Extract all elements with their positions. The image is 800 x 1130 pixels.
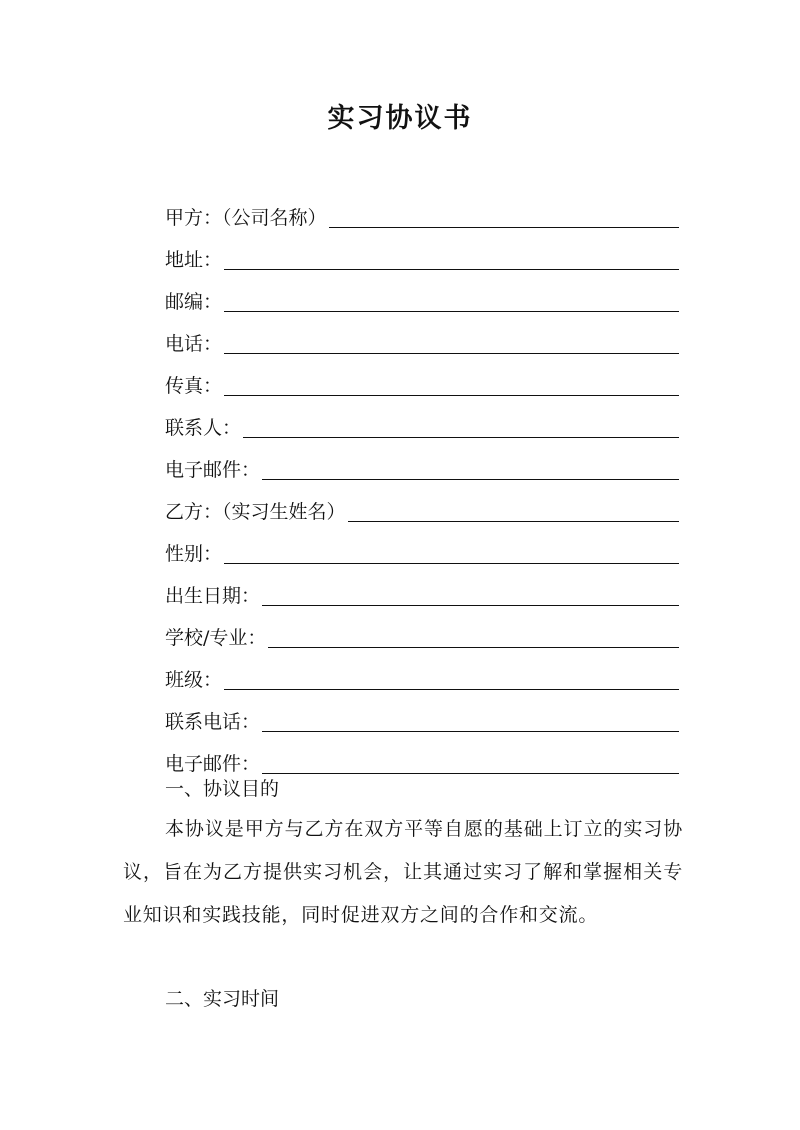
field-gender bbox=[165, 524, 679, 566]
field-label: 电子邮件： bbox=[165, 459, 261, 481]
fill-in-line bbox=[329, 227, 679, 228]
form-fields bbox=[165, 188, 679, 776]
field-label: 班级： bbox=[165, 669, 223, 691]
fill-in-line bbox=[224, 269, 679, 270]
document-title: 实习协议书 bbox=[327, 103, 473, 134]
section-internship-period bbox=[123, 984, 683, 1014]
section-heading: 一、协议目的 bbox=[165, 778, 280, 800]
fill-in-line bbox=[262, 605, 679, 606]
field-class bbox=[165, 650, 679, 692]
field-postcode bbox=[165, 272, 679, 314]
fill-in-line bbox=[268, 647, 679, 648]
field-label: 传真： bbox=[165, 375, 223, 397]
field-label: 地址： bbox=[165, 249, 223, 271]
field-email-a bbox=[165, 440, 679, 482]
field-label: 乙方：（实习生姓名） bbox=[165, 501, 346, 523]
fill-in-line bbox=[243, 437, 679, 438]
fill-in-line bbox=[348, 521, 679, 522]
field-label: 学校/专业： bbox=[165, 627, 267, 649]
field-label: 出生日期： bbox=[165, 585, 261, 607]
field-contact-phone bbox=[165, 692, 679, 734]
field-label: 邮编： bbox=[165, 291, 223, 313]
field-label: 电子邮件： bbox=[165, 753, 261, 775]
field-school-major bbox=[165, 608, 679, 650]
fill-in-line bbox=[224, 689, 679, 690]
field-label: 性别： bbox=[165, 543, 223, 565]
fill-in-line bbox=[224, 395, 679, 396]
section-heading: 二、实习时间 bbox=[165, 988, 280, 1010]
section-paragraph: 本协议是甲方与乙方在双方平等自愿的基础上订立的实习协议，旨在为乙方提供实习机会，让其通过实习了解和掌握相关专业知识和实践技能，同时促进双方之间的合作和交流。 bbox=[123, 818, 683, 926]
field-email-b bbox=[165, 734, 679, 776]
field-contact-person bbox=[165, 398, 679, 440]
field-phone bbox=[165, 314, 679, 356]
field-address bbox=[165, 230, 679, 272]
fill-in-line bbox=[224, 353, 679, 354]
fill-in-line bbox=[262, 479, 679, 480]
fill-in-line bbox=[224, 563, 679, 564]
field-label: 联系人： bbox=[165, 417, 242, 439]
section-purpose bbox=[123, 774, 683, 937]
field-label: 电话： bbox=[165, 333, 223, 355]
field-party-b-name bbox=[165, 482, 679, 524]
field-party-a-company bbox=[165, 188, 679, 230]
fill-in-line bbox=[262, 731, 679, 732]
field-label: 联系电话： bbox=[165, 711, 261, 733]
field-fax bbox=[165, 356, 679, 398]
fill-in-line bbox=[224, 311, 679, 312]
field-birth-date bbox=[165, 566, 679, 608]
field-label: 甲方：（公司名称） bbox=[165, 207, 327, 229]
